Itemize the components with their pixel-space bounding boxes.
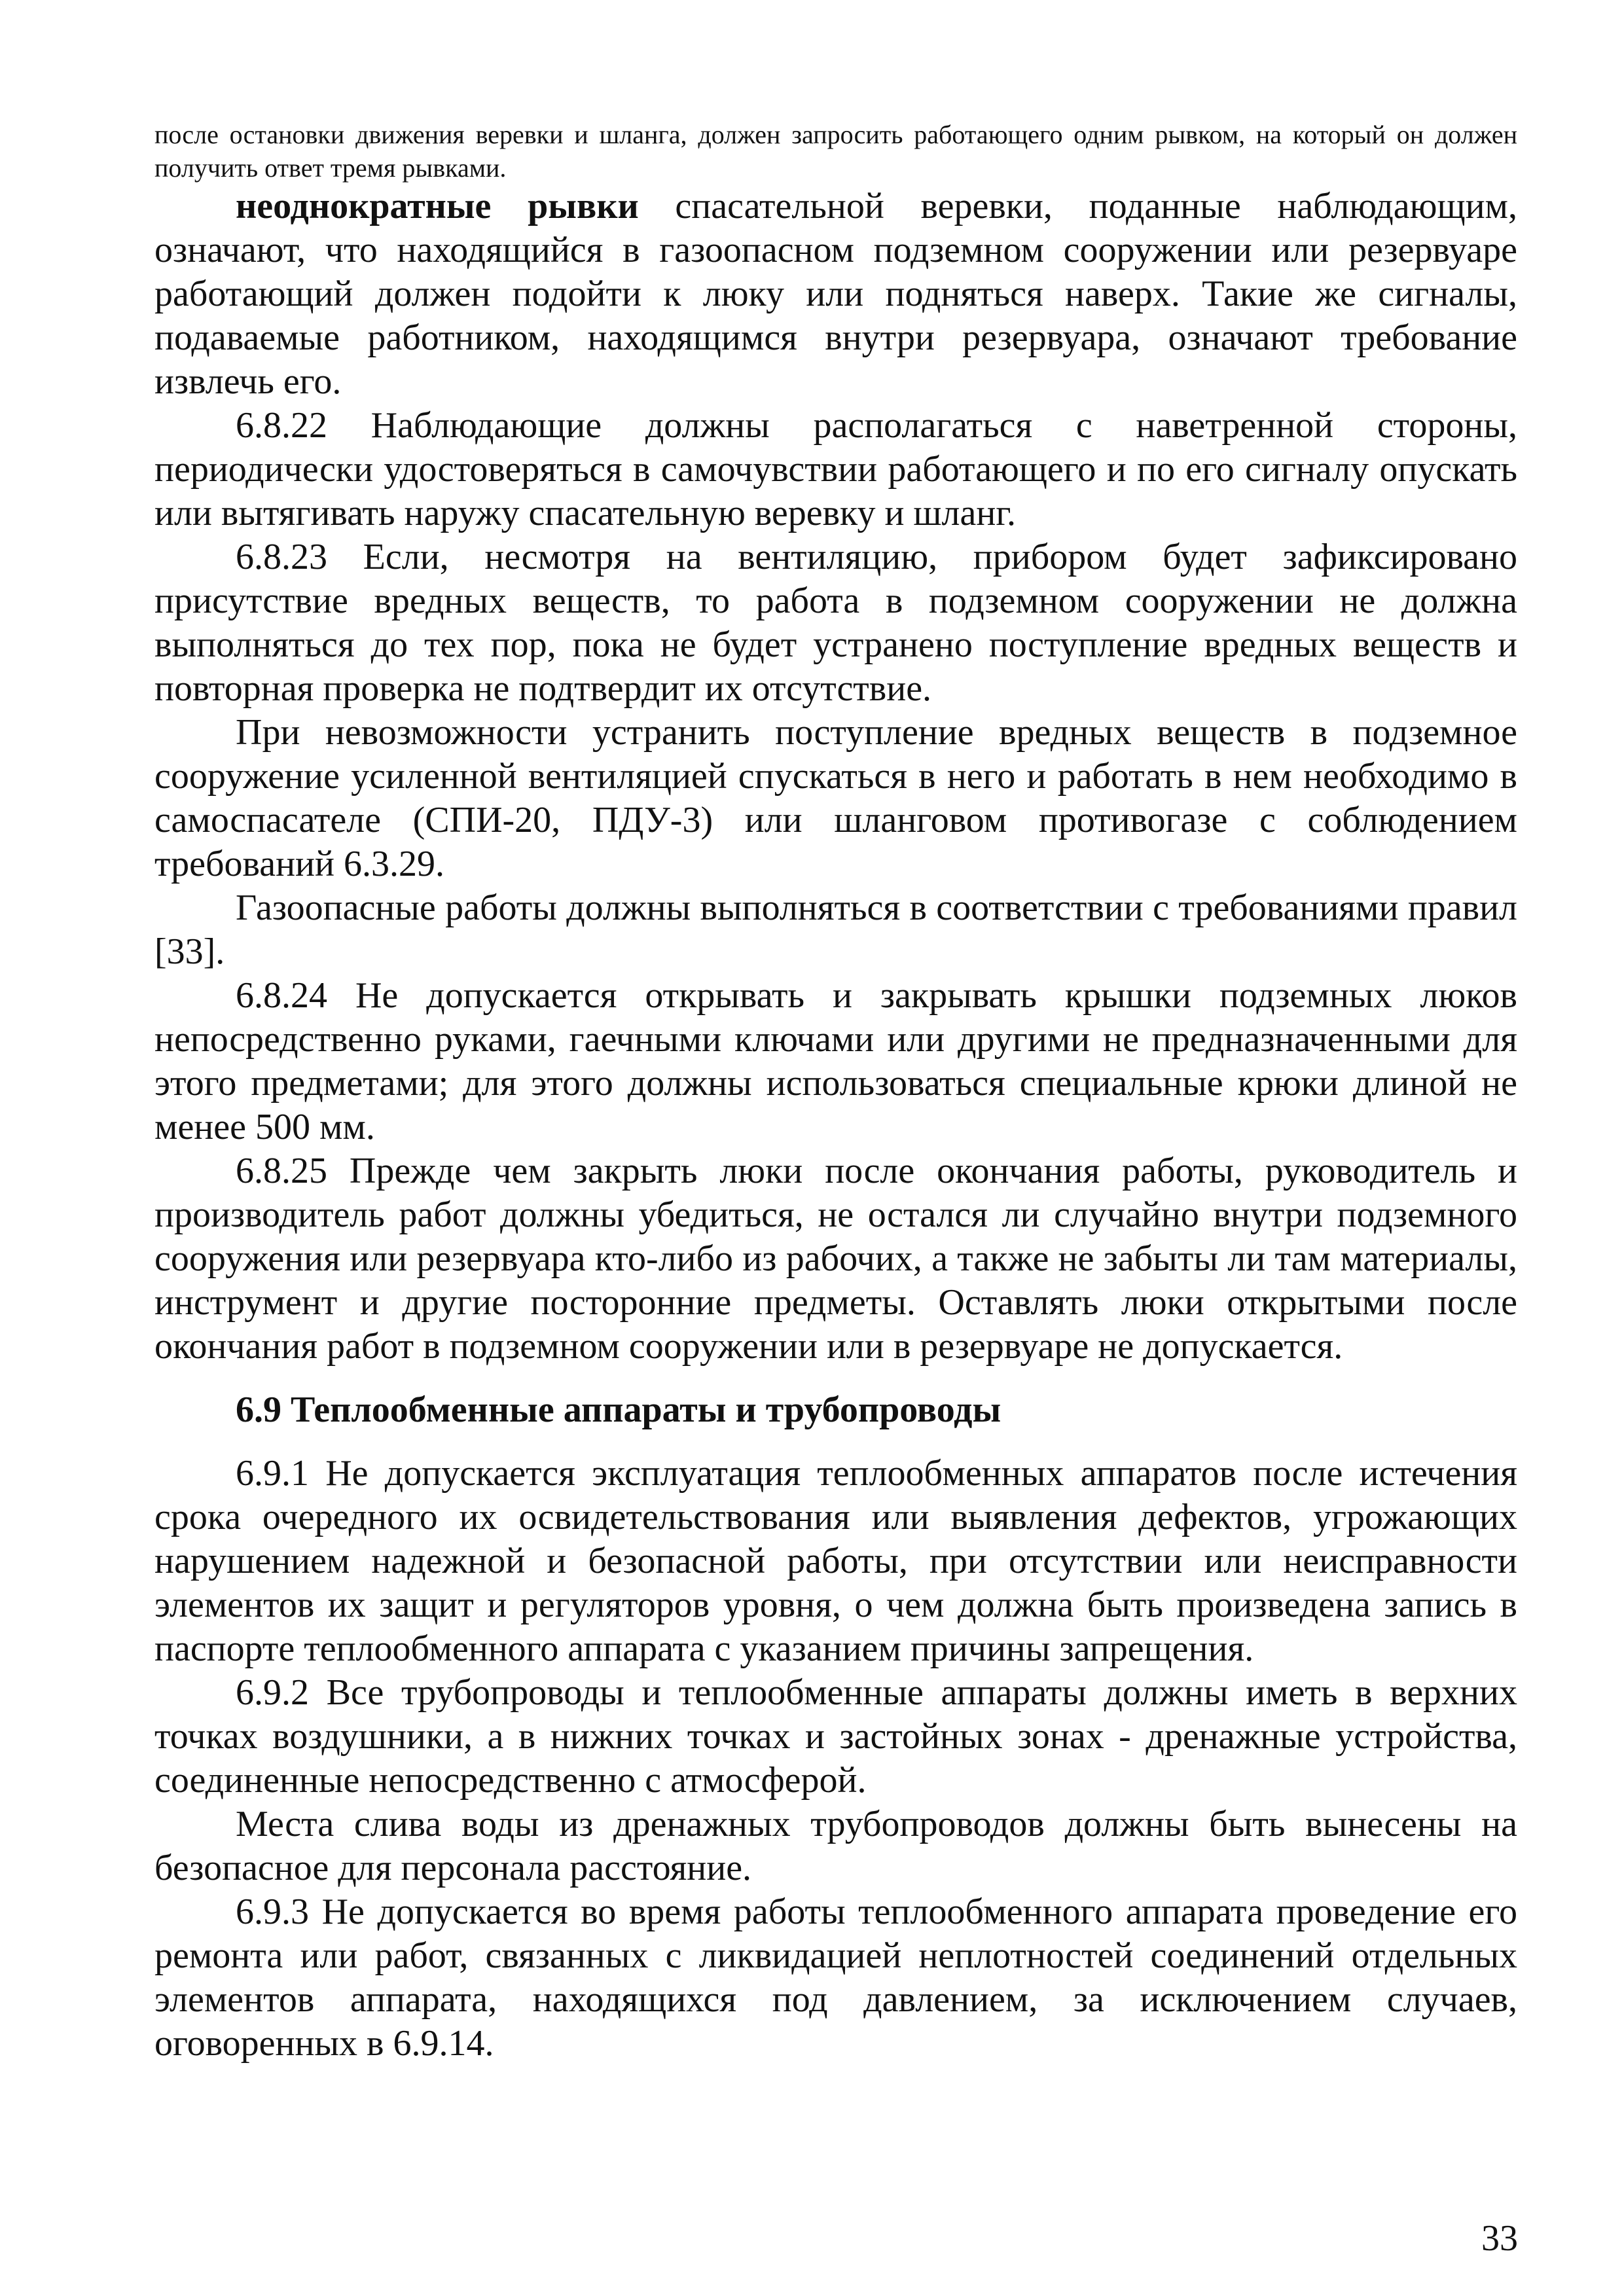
paragraph-6-8-25: 6.8.25 Прежде чем закрыть люки после окончания работы, руководитель и производитель работ должны убедиться, не остался ли случайно внутри подземного сооружения или резервуара кто-либо из рабочих, а также не забыты ли там материалы, инструмент и другие посторонние предметы. Оставлять люки открытыми после окончания работ в подземном сооружении или в резервуаре не допускается.	[154, 1151, 1517, 1367]
paragraph-intro: после остановки движения веревки и шланга, должен запросить работающего одним рывком, на который он должен получить ответ тремя рывками.	[154, 120, 1517, 183]
paragraph-6-9-1: 6.9.1 Не допускается эксплуатация теплообменных аппаратов после истечения срока очередного их освидетельствования или выявления дефектов, угрожающих нарушением надежной и безопасной работы, при отсутствии или неисправности элементов их защит и регуляторов уровня, о чем должна быть произведена запись в паспорте теплообменного аппарата с указанием причины запрещения.	[154, 1453, 1517, 1669]
paragraph-6-8-22: 6.8.22 Наблюдающие должны располагаться с наветренной стороны, периодически удостоверяться в самочувствии работающего и по его сигналу опускать или вытягивать наружу спасательную веревку и шланг.	[154, 405, 1517, 533]
paragraph-ventilation: При невозможности устранить поступление вредных веществ в подземное сооружение усиленной вентиляцией спускаться в него и работать в нем необходимо в самоспасателе (СПИ-20, ПДУ-3) или шланговом противогазе с соблюдением требований 6.3.29.	[154, 712, 1517, 884]
paragraph-signals-text: спасательной веревки, поданные наблюдающим, означают, что находящийся в газоопасном подземном сооружении или резервуаре работающий должен подойти к люку или подняться наверх. Такие же сигналы, подаваемые работником, находящимся внутри резервуара, означают требование извлечь его.	[154, 186, 1517, 402]
page-number: 33	[1481, 2218, 1518, 2259]
section-heading: 6.9 Теплообменные аппараты и трубопроводы	[236, 1390, 1001, 1430]
bold-term: неоднократные рывки	[236, 186, 639, 226]
paragraph-6-8-23: 6.8.23 Если, несмотря на вентиляцию, прибором будет зафиксировано присутствие вредных веществ, то работа в подземном сооружении не должна выполняться до тех пор, пока не будет устранено поступление вредных веществ и повторная проверка не подтвердит их отсутствие.	[154, 537, 1517, 709]
paragraph-6-9-2: 6.9.2 Все трубопроводы и теплообменные аппараты должны иметь в верхних точках воздушники, а в нижних точках и застойных зонах - дренажные устройства, соединенные непосредственно с атмосферой.	[154, 1672, 1517, 1801]
paragraph-6-9-3: 6.9.3 Не допускается во время работы теплообменного аппарата проведение его ремонта или работ, связанных с ликвидацией неплотностей соединений отдельных элементов аппарата, находящихся под давлением, за исключением случаев, оговоренных в 6.9.14.	[154, 1892, 1517, 2064]
paragraph-6-8-24: 6.8.24 Не допускается открывать и закрывать крышки подземных люков непосредственно руками, гаечными ключами или другими не предназначенными для этого предметами; для этого должны использоваться специальные крюки длиной не менее 500 мм.	[154, 975, 1517, 1147]
paragraph-drain: Места слива воды из дренажных трубопроводов должны быть вынесены на безопасное для персонала расстояние.	[154, 1804, 1517, 1888]
paragraph-signals	[154, 185, 1517, 404]
paragraph-gas-works: Газоопасные работы должны выполняться в соответствии с требованиями правил [33].	[154, 888, 1517, 972]
page-content	[154, 118, 1517, 2066]
